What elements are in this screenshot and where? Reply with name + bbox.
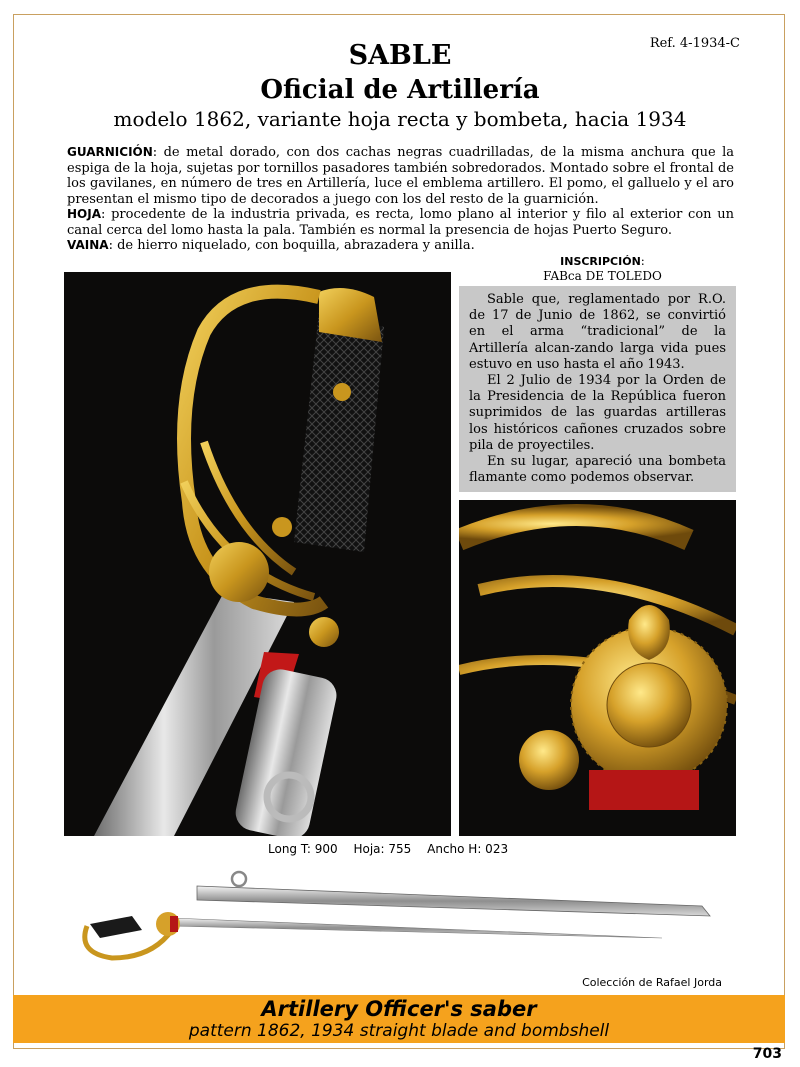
hilt-illustration bbox=[64, 272, 451, 836]
grip-screw bbox=[333, 383, 351, 401]
hilt-photo bbox=[64, 272, 451, 836]
vaina-text: : de hierro niquelado, con boquilla, abrazadera y anilla. bbox=[108, 238, 475, 253]
grip bbox=[90, 916, 142, 938]
english-title-band bbox=[13, 995, 785, 1043]
inscription-text: FABca DE TOLEDO bbox=[543, 269, 662, 283]
guarnicion-text: : de metal dorado, con dos cachas negras cuadrilladas, de la misma anchura que la espiga de la hoja, sujetas por tornillos pasadores también sobredorados. Montado sobre el frontal de los gavilanes, en número de tres en Artillería, luce el emblema artillero. El pomo, el galluelo y el aro presentan el mismo tipo de decorados a juego con los del resto de la guarnición. bbox=[67, 145, 734, 207]
note-paragraph-1: Sable que, reglamentado por R.O. de 17 de Junio de 1862, se convirtió en el arma “tradicional” de la Artillería alcan-zando larga vida pues estuvo en uso hasta el año 1943. bbox=[469, 292, 726, 372]
page-title: SABLE bbox=[348, 40, 452, 71]
note-paragraph-2: El 2 Julio de 1934 por la Orden de la Presidencia de la República fueron suprimidos de las guardas artilleras los históricos cañones cruzados sobre pila de proyectiles. bbox=[469, 373, 726, 453]
page-title-line2: Oficial de Artillería bbox=[260, 75, 540, 105]
quillon-tip bbox=[309, 617, 339, 647]
grip-screw-2 bbox=[272, 517, 292, 537]
scabbard-ring bbox=[232, 872, 246, 886]
grip bbox=[294, 312, 384, 552]
inscription bbox=[470, 254, 735, 284]
collection-credit: Colección de Rafael Jorda bbox=[582, 976, 722, 989]
inscription-colon: : bbox=[640, 254, 645, 268]
guard-arc bbox=[459, 515, 689, 540]
guarnicion-label: GUARNICIÓN bbox=[67, 145, 153, 159]
guard-bar bbox=[479, 581, 736, 630]
blade bbox=[172, 918, 662, 938]
red-washer bbox=[589, 770, 699, 810]
red-washer bbox=[170, 916, 178, 932]
full-saber-illustration bbox=[72, 858, 722, 970]
english-subtitle: pattern 1862, 1934 straight blade and bombshell bbox=[188, 1021, 610, 1041]
vaina-label: VAINA bbox=[67, 238, 109, 252]
bombshell bbox=[607, 663, 691, 747]
page-subtitle: modelo 1862, variante hoja recta y bombeta, hacia 1934 bbox=[113, 107, 687, 131]
inscription-heading bbox=[470, 254, 735, 269]
vaina-paragraph bbox=[67, 238, 734, 254]
hoja-paragraph bbox=[67, 207, 734, 238]
inscription-label: INSCRIPCIÓN bbox=[560, 255, 641, 268]
page-number: 703 bbox=[752, 1046, 782, 1062]
full-saber-photo bbox=[72, 858, 722, 970]
emblem-detail-photo bbox=[459, 500, 736, 836]
scabbard bbox=[197, 886, 710, 916]
emblem-illustration bbox=[459, 500, 736, 836]
english-title: Artillery Officer's saber bbox=[261, 997, 537, 1021]
historical-note bbox=[459, 286, 736, 492]
hoja-text: : procedente de la industria privada, es recta, lomo plano al interior y filo al exterior con un canal cerca del lomo hasta la pala. También es normal la presencia de hojas Puerto Seguro. bbox=[67, 207, 734, 238]
blade-length: Hoja: 755 bbox=[353, 842, 412, 856]
description bbox=[67, 145, 734, 254]
quillon-rosette bbox=[519, 730, 579, 790]
total-length: Long T: 900 bbox=[268, 842, 338, 856]
bombshell-emblem bbox=[209, 542, 269, 602]
reference-number: Ref. 4-1934-C bbox=[649, 36, 740, 51]
hoja-label: HOJA bbox=[67, 207, 101, 221]
blade-width: Ancho H: 023 bbox=[427, 842, 509, 856]
note-paragraph-3: En su lugar, apareció una bombeta flamante como podemos observar. bbox=[469, 454, 726, 486]
guarnicion-paragraph bbox=[67, 145, 734, 207]
scabbard bbox=[232, 666, 339, 836]
dimensions bbox=[268, 842, 520, 856]
